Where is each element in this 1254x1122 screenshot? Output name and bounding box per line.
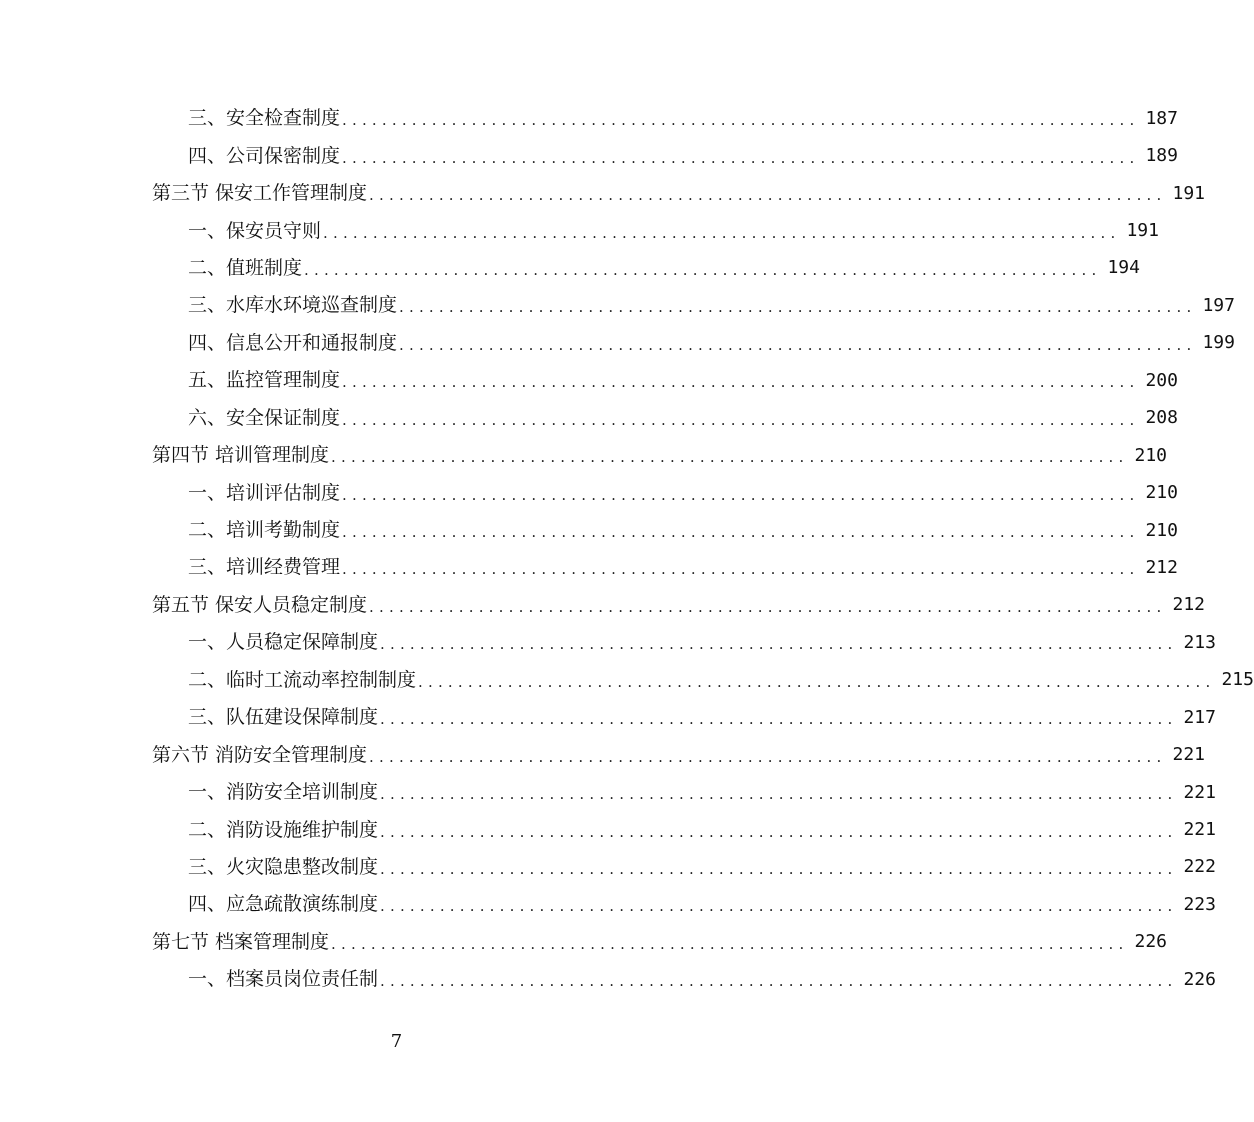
toc-dot-leader: ................................................................................ [323,223,1121,242]
toc-entry-page-number: 191 [1126,220,1159,242]
toc-section-entry[interactable] [0,175,1206,212]
toc-entry-page-number: 199 [1202,332,1235,354]
toc-dot-leader: ................................................................................ [380,635,1178,654]
toc-entry-title: 第五节 保安人员稳定制度 [152,593,368,616]
toc-item-entry[interactable] [0,961,1216,998]
toc-entry-page-number: 222 [1183,856,1216,878]
toc-dot-leader: ................................................................................ [380,897,1178,916]
toc-entry-page-number: 210 [1145,482,1178,504]
toc-entry-title: 三、水库水环境巡查制度 [188,294,398,317]
toc-entry-title: 一、保安员守则 [188,219,322,242]
toc-dot-leader: ................................................................................ [342,111,1140,130]
toc-dot-leader: ................................................................................ [342,560,1140,579]
toc-entry-title: 一、消防安全培训制度 [188,781,379,804]
toc-entry-title: 四、公司保密制度 [188,144,341,167]
toc-item-entry[interactable] [0,624,1216,661]
toc-entry-title: 四、信息公开和通报制度 [188,331,398,354]
toc-dot-leader: ................................................................................ [380,710,1178,729]
toc-dot-leader: ................................................................................ [342,148,1140,167]
toc-dot-leader: ................................................................................ [342,523,1140,542]
toc-item-entry[interactable] [0,250,1140,287]
toc-dot-leader: ................................................................................ [369,747,1167,766]
toc-dot-leader: ................................................................................ [380,972,1178,991]
toc-item-entry[interactable] [0,549,1178,586]
toc-entry-title: 二、消防设施维护制度 [188,818,379,841]
toc-entry-page-number: 213 [1183,631,1216,653]
toc-entry-page-number: 221 [1172,744,1206,766]
toc-dot-leader: ................................................................................ [369,186,1167,205]
toc-dot-leader: ................................................................................ [380,859,1178,878]
toc-entry-title: 一、培训评估制度 [188,481,341,504]
toc-dot-leader: ................................................................................ [342,373,1140,392]
toc-entry-title: 二、培训考勤制度 [188,519,341,542]
toc-dot-leader: ................................................................................ [380,785,1178,804]
toc-item-entry[interactable] [0,662,1254,699]
toc-entry-page-number: 215 [1221,669,1254,691]
toc-entry-page-number: 208 [1145,407,1178,429]
toc-entry-title: 二、临时工流动率控制制度 [188,668,417,691]
toc-entry-title: 三、培训经费管理 [188,556,341,579]
toc-dot-leader: ................................................................................ [380,822,1178,841]
toc-item-entry[interactable] [0,512,1178,549]
toc-dot-leader: ................................................................................ [399,335,1197,354]
toc-item-entry[interactable] [0,849,1216,886]
toc-entry-page-number: 217 [1183,706,1216,728]
toc-entry-title: 一、档案员岗位责任制 [188,968,379,991]
toc-item-entry[interactable] [0,325,1235,362]
toc-item-entry[interactable] [0,474,1178,511]
toc-dot-leader: ................................................................................ [399,298,1197,317]
toc-entry-page-number: 197 [1202,294,1235,316]
toc-item-entry[interactable] [0,287,1235,324]
toc-item-entry[interactable] [0,886,1216,923]
toc-dot-leader: ................................................................................ [331,934,1129,953]
toc-entry-title: 第四节 培训管理制度 [152,444,330,467]
toc-entry-page-number: 210 [1145,519,1178,541]
toc-section-entry[interactable] [0,736,1206,773]
toc-entry-page-number: 226 [1134,931,1168,953]
toc-entry-title: 四、应急疏散演练制度 [188,893,379,916]
toc-entry-page-number: 194 [1107,257,1140,279]
toc-entry-title: 六、安全保证制度 [188,406,341,429]
toc-entry-page-number: 200 [1145,369,1178,391]
toc-entry-page-number: 210 [1134,444,1168,466]
toc-entry-title: 三、安全检查制度 [188,107,341,130]
toc-entry-page-number: 226 [1183,968,1216,990]
toc-entry-page-number: 189 [1145,145,1178,167]
toc-dot-leader: ................................................................................ [304,260,1102,279]
toc-item-entry[interactable] [0,811,1216,848]
toc-item-entry[interactable] [0,774,1216,811]
toc-item-entry[interactable] [0,100,1178,137]
toc-section-entry[interactable] [0,437,1168,474]
toc-entry-page-number: 212 [1145,556,1178,578]
toc-entry-title: 五、监控管理制度 [188,369,341,392]
toc-entry-page-number: 221 [1183,819,1216,841]
toc-entry-title: 三、火灾隐患整改制度 [188,855,379,878]
toc-entry-title: 二、值班制度 [188,256,303,279]
toc-section-entry[interactable] [0,587,1206,624]
toc-entry-page-number: 187 [1145,107,1178,129]
toc-section-entry[interactable] [0,924,1168,961]
toc-entry-page-number: 191 [1172,182,1206,204]
toc-item-entry[interactable] [0,362,1178,399]
table-of-contents [0,100,1254,999]
page-number: 7 [390,1031,403,1052]
toc-entry-title: 第六节 消防安全管理制度 [152,743,368,766]
toc-item-entry[interactable] [0,699,1216,736]
toc-dot-leader: ................................................................................ [342,410,1140,429]
toc-item-entry[interactable] [0,212,1159,249]
toc-dot-leader: ................................................................................ [342,485,1140,504]
toc-entry-page-number: 223 [1183,893,1216,915]
toc-entry-page-number: 221 [1183,781,1216,803]
toc-entry-title: 第七节 档案管理制度 [152,930,330,953]
toc-dot-leader: ................................................................................ [331,448,1129,467]
toc-entry-page-number: 212 [1172,594,1206,616]
toc-entry-title: 三、队伍建设保障制度 [188,706,379,729]
toc-dot-leader: ................................................................................ [418,672,1216,691]
toc-entry-title: 第三节 保安工作管理制度 [152,182,368,205]
toc-entry-title: 一、人员稳定保障制度 [188,631,379,654]
toc-item-entry[interactable] [0,137,1178,174]
toc-item-entry[interactable] [0,400,1178,437]
toc-dot-leader: ................................................................................ [369,597,1167,616]
